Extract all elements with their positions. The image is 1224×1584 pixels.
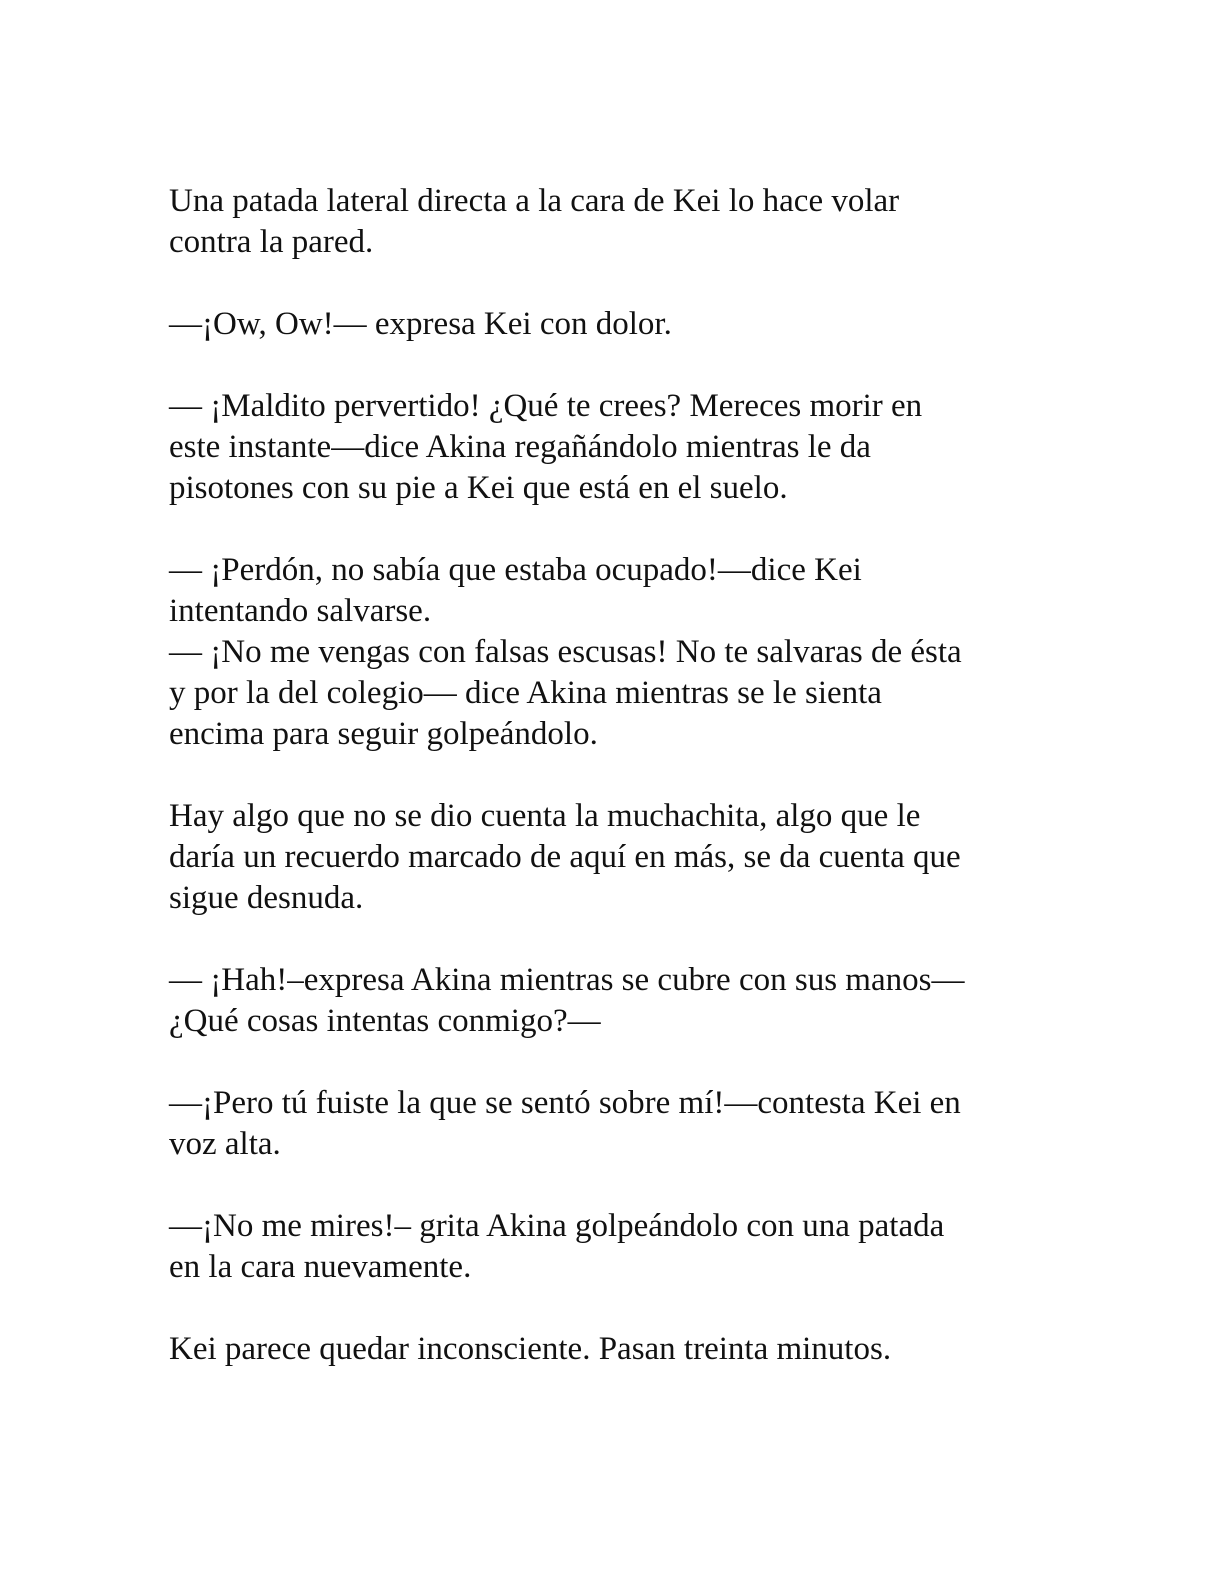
text-line: ¿Qué cosas intentas conmigo?—: [169, 1003, 601, 1039]
text-line: encima para seguir golpeándolo.: [169, 716, 598, 752]
text-line: Kei parece quedar inconsciente. Pasan treinta minutos.: [169, 1331, 892, 1367]
text-line: Una patada lateral directa a la cara de Kei lo hace volar: [169, 183, 900, 219]
text-line: — ¡Hah!–expresa Akina mientras se cubre con sus manos—: [169, 962, 965, 998]
text-line: — ¡No me vengas con falsas escusas! No te salvaras de ésta: [169, 634, 962, 670]
paragraph-narration-2: [169, 796, 1049, 919]
text-line: daría un recuerdo marcado de aquí en más, se da cuenta que: [169, 839, 961, 875]
text-line: y por la del colegio— dice Akina mientras se le sienta: [169, 675, 882, 711]
text-line: — ¡Perdón, no sabía que estaba ocupado!—dice Kei: [169, 552, 862, 588]
paragraph-narration-1: [169, 181, 1049, 263]
text-line: intentando salvarse.: [169, 593, 432, 629]
paragraph-dialogue-2: [169, 386, 1049, 509]
text-line: —¡Ow, Ow!— expresa Kei con dolor.: [169, 306, 672, 342]
story-text: [169, 181, 1049, 1411]
text-line: este instante—dice Akina regañándolo mientras le da: [169, 429, 871, 465]
paragraph-dialogue-7: [169, 1206, 1049, 1288]
text-line: en la cara nuevamente.: [169, 1249, 472, 1285]
text-line: sigue desnuda.: [169, 880, 364, 916]
text-line: pisotones con su pie a Kei que está en el suelo.: [169, 470, 788, 506]
paragraph-dialogue-4: [169, 632, 1049, 755]
text-line: voz alta.: [169, 1126, 281, 1162]
paragraph-dialogue-3: [169, 550, 1049, 632]
text-line: Hay algo que no se dio cuenta la muchachita, algo que le: [169, 798, 921, 834]
text-line: contra la pared.: [169, 224, 374, 260]
text-line: — ¡Maldito pervertido! ¿Qué te crees? Mereces morir en: [169, 388, 923, 424]
paragraph-dialogue-1: [169, 304, 1049, 345]
text-line: —¡Pero tú fuiste la que se sentó sobre mí!—contesta Kei en: [169, 1085, 961, 1121]
paragraph-dialogue-6: [169, 1083, 1049, 1165]
paragraph-dialogue-5: [169, 960, 1049, 1042]
text-line: —¡No me mires!– grita Akina golpeándolo con una patada: [169, 1208, 945, 1244]
paragraph-narration-3: [169, 1329, 1049, 1370]
